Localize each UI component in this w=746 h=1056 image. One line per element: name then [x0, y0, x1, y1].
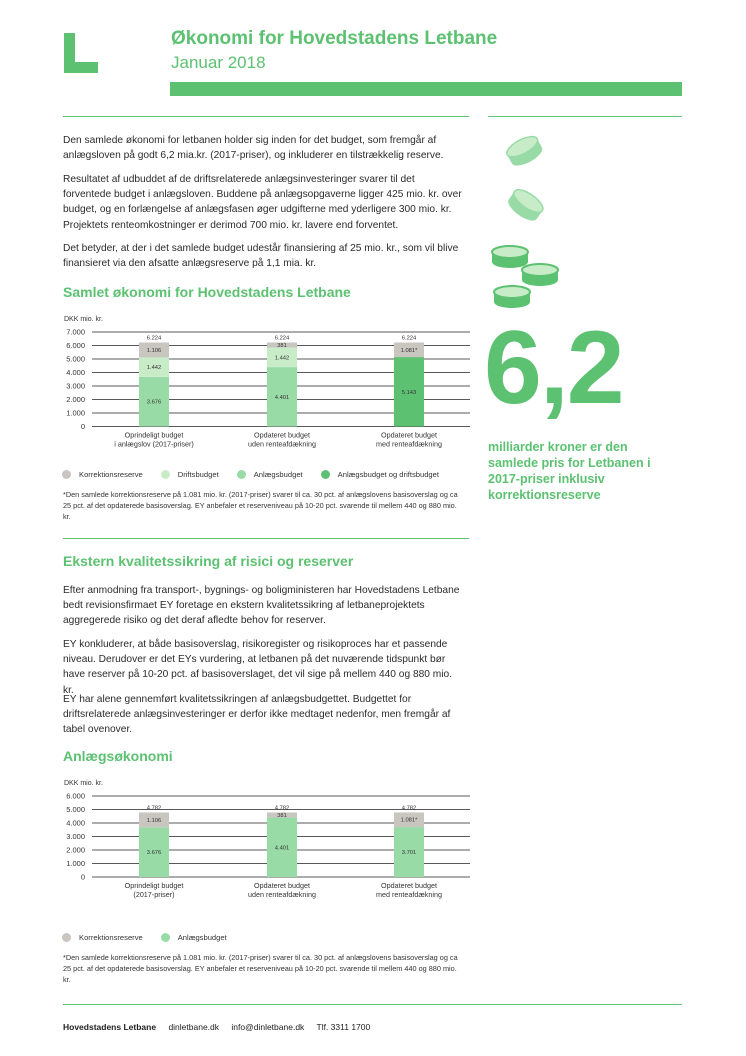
intro-paragraph: Den samlede økonomi for letbanen holder sig inden for det budget, som fremgår af anlægsloven på godt 6,2 mia.kr. (2017-priser), og inkluderer en tilstrækkelig reserve. [63, 135, 444, 162]
x-category-label: uden renteafdækning [248, 439, 316, 449]
data-label: 5.143 [401, 389, 417, 396]
legend-label: Korrektionsreserve [79, 933, 143, 942]
big-number-caption: milliarder kroner er den samlede pris for Letbanen i 2017-priser inklusiv korrektionsreserve [488, 440, 651, 502]
chart-legend [62, 470, 457, 479]
y-tick-label: 0 [80, 872, 85, 882]
x-category-label: Opdateret budget [381, 430, 437, 440]
x-category-label: i anlægslov (2017-priser) [114, 439, 194, 449]
legend-swatch [237, 470, 246, 479]
body-paragraph: EY har alene gennemført kvalitetssikringen af anlægsbudgettet. Budgettet for driftsrelaterede anlægsinvesteringer er derfor ikke medtaget nedenfor, men fremgår af tabel ovenover. [63, 694, 451, 736]
legend-swatch [161, 933, 170, 942]
stacked-bar-chart [62, 776, 474, 926]
y-tick-label: 3.000 [66, 381, 85, 391]
body-paragraph: Efter anmodning fra transport-, bygnings- og boligministeren har Hovedstadens Letbane bedt revisionsfirmaet EY foretage en ekstern kvalitetssikring af letbaneprojektets aggregerede risiko og det deraf afledte behov for reserver. [63, 585, 460, 627]
y-tick-label: 2.000 [66, 395, 85, 404]
data-label: 4.401 [274, 845, 290, 852]
legend-swatch [62, 470, 71, 479]
data-label: 381 [277, 813, 287, 820]
x-category-label: uden renteafdækning [248, 890, 316, 899]
data-label: 3.676 [146, 399, 162, 406]
legend-item [237, 470, 303, 479]
y-tick-label: 6.000 [66, 341, 85, 350]
x-category-label: Oprindeligt budget [124, 881, 184, 890]
legend-label: Anlægsbudget [253, 470, 303, 479]
x-category-label: Oprindeligt budget [124, 430, 184, 440]
legend-swatch [161, 470, 170, 479]
total-label: 6.224 [401, 335, 417, 342]
y-tick-label: 5.000 [66, 354, 85, 364]
legend-item [321, 470, 439, 479]
stacked-bar-chart [62, 312, 474, 460]
chart-footnote: *Den samlede korrektionsreserve på 1.081 mio. kr. (2017-priser) svarer til ca. 30 pct. af anlægslovens basisoverslag og ca 25 pct. af det opdaterede basisoverslag. EY anbefaler et reserveniveau på 10-20 pct. svarende til mellem 440 og 880 mio. kr. [63, 953, 458, 984]
page-subtitle: Januar 2018 [171, 53, 266, 72]
data-label: 3.701 [401, 850, 417, 857]
total-label: 4.782 [274, 805, 290, 812]
divider [63, 1004, 682, 1005]
legend-item [161, 933, 227, 942]
section-heading: Samlet økonomi for Hovedstadens Letbane [63, 284, 351, 300]
y-tick-label: 2.000 [66, 845, 85, 855]
legend-label: Driftsbudget [177, 470, 219, 479]
x-category-label: Opdateret budget [254, 430, 310, 440]
section-heading: Ekstern kvalitetssikring af risici og reserver [63, 553, 354, 569]
x-category-label: med renteafdækning [376, 890, 442, 899]
data-label: 3.676 [146, 850, 162, 857]
footer-phone: Tlf. 3311 1700 [316, 1022, 371, 1032]
y-tick-label: 4.000 [66, 368, 85, 377]
footer [63, 1022, 380, 1032]
legend-item [62, 933, 143, 942]
page-title: Økonomi for Hovedstadens Letbane [171, 28, 498, 49]
footer-org: Hovedstadens Letbane [63, 1022, 157, 1032]
y-tick-label: 1.000 [66, 408, 85, 418]
big-number: 6,2 [484, 310, 623, 426]
total-label: 4.782 [401, 805, 417, 812]
data-label: 381 [277, 343, 287, 350]
legend-label: Anlægsbudget og driftsbudget [337, 470, 439, 479]
total-label: 6.224 [274, 335, 290, 342]
legend-label: Anlægsbudget [177, 933, 227, 942]
coin-tilted-icon [500, 132, 550, 172]
data-label: 1.081* [400, 347, 418, 354]
divider [488, 116, 682, 117]
y-tick-label: 5.000 [66, 805, 85, 814]
data-label: 1.442 [274, 355, 290, 362]
y-tick-label: 4.000 [66, 818, 85, 828]
data-label: 1.442 [146, 365, 162, 372]
legend-item [161, 470, 219, 479]
data-label: 1.081* [400, 817, 418, 824]
chart-legend [62, 933, 245, 942]
legend-swatch [321, 470, 330, 479]
footer-email-link[interactable]: info@dinletbane.dk [231, 1022, 305, 1032]
legend-label: Korrektionsreserve [79, 470, 143, 479]
data-label: 1.106 [146, 817, 162, 824]
y-tick-label: 7.000 [66, 327, 85, 337]
x-category-label: med renteafdækning [376, 439, 442, 449]
x-category-label: Opdateret budget [381, 881, 437, 890]
data-label: 4.401 [274, 394, 290, 401]
y-axis-label: DKK mio. kr. [64, 316, 103, 323]
y-tick-label: 3.000 [66, 832, 85, 841]
x-category-label: Opdateret budget [254, 881, 310, 890]
y-tick-label: 6.000 [66, 791, 85, 801]
total-label: 6.224 [146, 335, 162, 342]
header-bar [170, 82, 682, 96]
divider [63, 538, 469, 539]
body-paragraph: EY konkluderer, at både basisoverslag, risikoregister og risikoproces har et passende niveau. Derudover er det EYs vurdering, at letbanen på det nuværende tidspunkt bør have reserver på 10-20 pct. af basisoverslaget, det vil sige på mellem 440 og 880 mio. kr. [63, 639, 453, 696]
total-label: 4.782 [146, 805, 162, 812]
y-axis-label: DKK mio. kr. [64, 780, 103, 787]
coin-tilted-icon [500, 184, 550, 228]
legend-item [62, 470, 143, 479]
divider [63, 116, 469, 117]
intro-paragraph: Det betyder, at der i det samlede budget udestår finansiering af 25 mio. kr., som vil blive finansieret via den afsatte anlægsreserve på 1,1 mia. kr. [63, 243, 459, 270]
section-heading: Anlægsøkonomi [63, 748, 173, 764]
intro-paragraph: Resultatet af udbuddet af de driftsrelaterede anlægsinvesteringer svarer til det forventede budget i anlægsloven. Buddene på anlægsopgaverne ligger 425 mio. kr. over budget, og en forlængelse af anlægsfasen øger udgifterne med yderligere 300 mio. kr. Projektets renteomkostninger er derimod 700 mio. kr. lavere end forventet. [63, 174, 462, 231]
letbane-logo [64, 33, 98, 73]
footer-web-link[interactable]: dinletbane.dk [168, 1022, 220, 1032]
coin-stack-icon [488, 240, 572, 316]
y-tick-label: 1.000 [66, 859, 85, 868]
legend-swatch [62, 933, 71, 942]
y-tick-label: 0 [80, 422, 85, 431]
x-category-label: (2017-priser) [133, 890, 175, 899]
data-label: 1.106 [146, 347, 162, 354]
chart-footnote: *Den samlede korrektionsreserve på 1.081 mio. kr. (2017-priser) svarer til ca. 30 pct. af anlægslovens basisoverslag og ca 25 pct. af det opdaterede basisoverslag. EY anbefaler et reserveniveau på 10-20 pct. svarende til mellem 440 og 880 mio. kr. [63, 490, 458, 521]
